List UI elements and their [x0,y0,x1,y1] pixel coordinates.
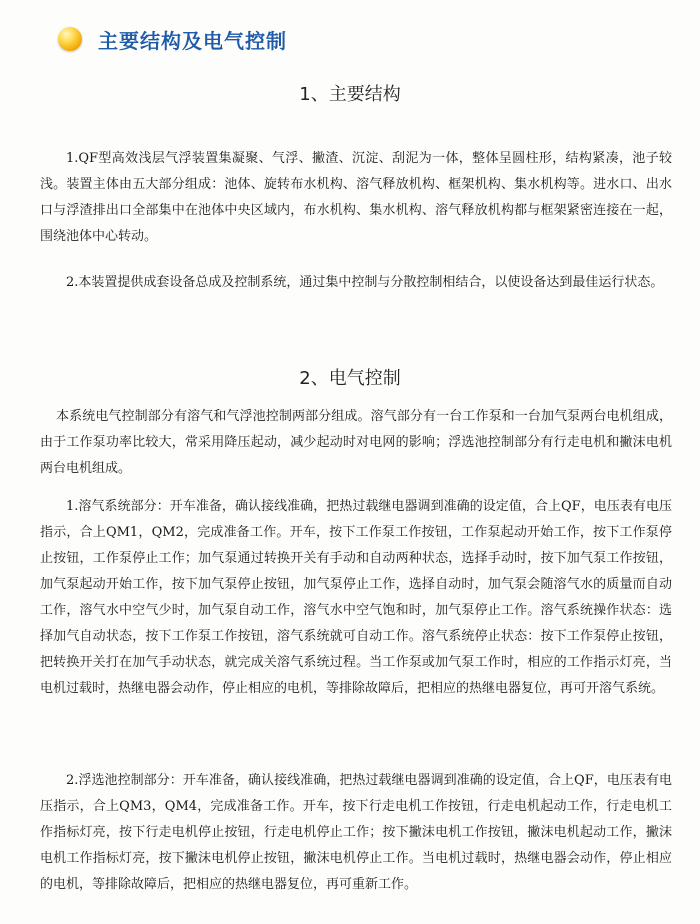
electrical-intro: 本系统电气控制部分有溶气和气浮池控制两部分组成。溶气部分有一台工作泵和一台加气泵两台电机组成，由于工作泵功率比较大，常采用降压起动，减少起动时对电网的影响；浮选池控制部分有行走电机和撇沫电机两台电机组成。 [40,409,672,476]
electrical-paragraph-flotation-tank: 2.浮选池控制部分：开车准备，确认接线准确，把热过载继电器调到准确的设定值，合上QF，电压表有电压指示，合上QM3，QM4，完成准备工作。开车，按下行走电机工作按钮，行走电机起动工作，行走电机工作指标灯亮，按下行走电机停止按钮，行走电机停止工作；按下撇沫电机工作按钮，撇沫电机起动工作，撇沫电机工作指标灯亮，按下撇沫电机停止按钮，撇沫电机停止工作。当电机过载时，热继电器会动作，停止相应的电机，等排除故障后，把相应的热继电器复位，再可重新工作。 [40,773,672,892]
section-title-structure: 1、主要结构 [299,84,401,105]
page-header [58,22,287,56]
structure-paragraph-2: 2.本装置提供成套设备总成及控制系统，通过集中控制与分散控制相结合，以使设备达到最佳运行状态。 [66,275,664,290]
yellow-ball-icon [58,27,82,51]
section-title-electrical: 2、电气控制 [299,368,401,389]
electrical-paragraph-dissolved-air: 1.溶气系统部分：开车准备，确认接线准确，把热过载继电器调到准确的设定值，合上QF，电压表有电压指示，合上QM1，QM2，完成准备工作。开车，按下工作泵工作按钮，工作泵起动开始工作，按下工作泵停止按钮，工作泵停止工作；加气泵通过转换开关有手动和自动两种状态，选择手动时，按下加气泵工作按钮，加气泵起动开始工作，按下加气泵停止按钮，加气泵停止工作，选择自动时，加气泵会随溶气水的质量而自动工作，溶气水中空气少时，加气泵自动工作，溶气水中空气饱和时，加气泵停止工作。溶气系统操作状态：选择加气自动状态，按下工作泵工作按钮，溶气系统就可自动工作。溶气系统停止状态：按下工作泵停止按钮，把转换开关打在加气手动状态，就完成关溶气系统过程。当工作泵或加气泵工作时，相应的工作指示灯亮，当电机过载时，热继电器会动作，停止相应的电机，等排除故障后，把相应的热继电器复位，再可开溶气系统。 [40,499,672,696]
header-title: 主要结构及电气控制 [98,28,287,53]
structure-paragraph-1: 1.QF型高效浅层气浮装置集凝聚、气浮、撇渣、沉淀、刮泥为一体，整体呈圆柱形，结构紧凑，池子较浅。装置主体由五大部分组成：池体、旋转布水机构、溶气释放机构、框架机构、集水机构等。进水口、出水口与浮渣排出口全部集中在池体中央区域内，布水机构、集水机构、溶气释放机构都与框架紧密连接在一起，围绕池体中心转动。 [40,151,672,244]
